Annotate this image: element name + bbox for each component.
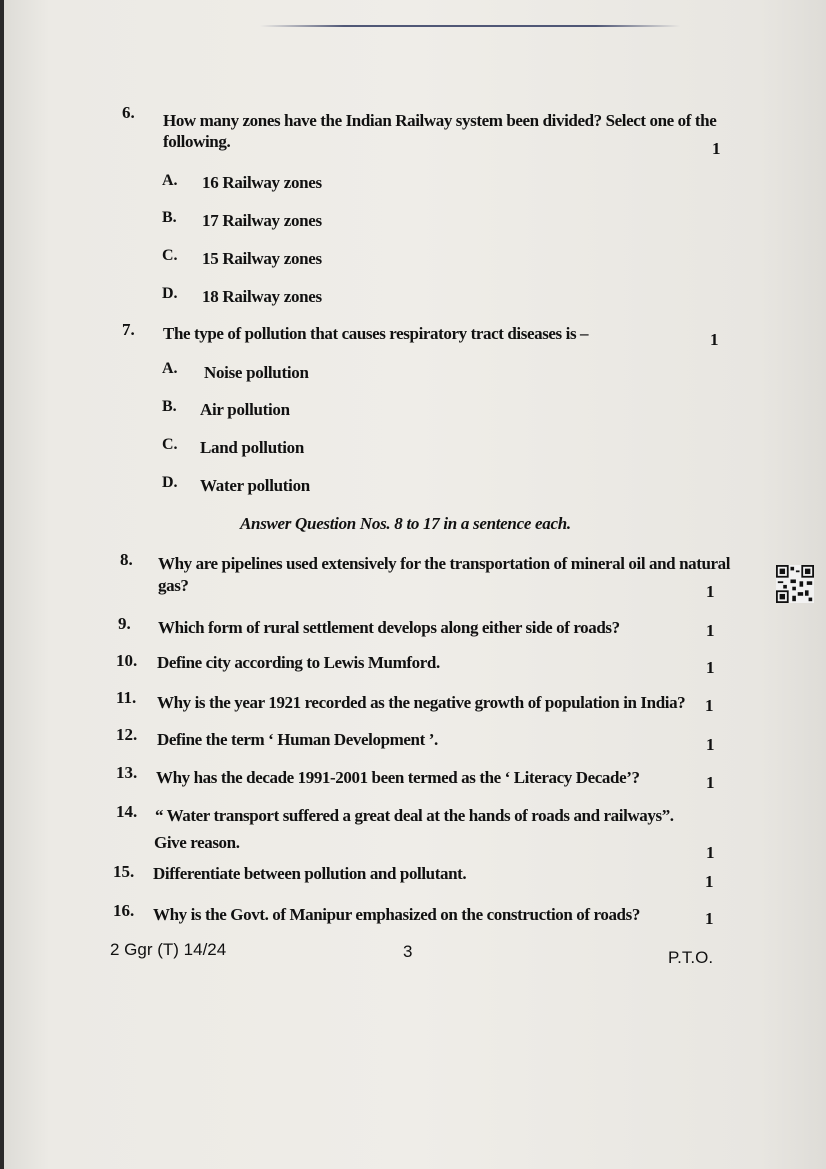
q9-number: 9. xyxy=(118,614,131,633)
paper-code: 2 Ggr (T) 14/24 xyxy=(110,940,227,959)
q7-mark: 1 xyxy=(710,330,719,349)
q16-number: 16. xyxy=(113,901,135,920)
qr-code-icon xyxy=(776,565,814,603)
q7-option-c-letter: C. xyxy=(162,436,178,453)
q6-option-c: 15 Railway zones xyxy=(202,249,322,268)
q12-mark: 1 xyxy=(706,735,715,754)
q10-mark: 1 xyxy=(706,658,715,677)
q11-text: Why is the year 1921 recorded as the negative growth of population in India? xyxy=(157,693,686,712)
q10-number: 10. xyxy=(116,651,138,670)
q15-text: Differentiate between pollution and pollutant. xyxy=(153,864,467,883)
q6-option-d-letter: D. xyxy=(162,285,178,302)
q7-option-c: Land pollution xyxy=(200,438,304,457)
section-instruction: Answer Question Nos. 8 to 17 in a sentence each. xyxy=(240,514,571,533)
q11-mark: 1 xyxy=(705,696,714,715)
q6-number: 6. xyxy=(122,103,135,122)
q6-text-cont: following. xyxy=(163,132,231,151)
q9-mark: 1 xyxy=(706,621,715,640)
q9-text: Which form of rural settlement develops along either side of roads? xyxy=(158,618,620,637)
q6-option-d: 18 Railway zones xyxy=(202,287,322,306)
q8-mark: 1 xyxy=(706,582,715,601)
q12-number: 12. xyxy=(116,725,138,744)
q7-option-b: Air pollution xyxy=(200,400,290,419)
q6-option-a-letter: A. xyxy=(162,172,178,189)
q14-text-cont: Give reason. xyxy=(154,833,240,852)
q8-text: Why are pipelines used extensively for the transportation of mineral oil and natural xyxy=(158,554,731,573)
q8-text-cont: gas? xyxy=(158,576,189,595)
q7-option-d: Water pollution xyxy=(200,476,310,495)
q7-option-a: Noise pollution xyxy=(204,363,309,382)
pto-label: P.T.O. xyxy=(668,948,714,967)
page-edge xyxy=(0,0,4,1169)
q6-option-c-letter: C. xyxy=(162,247,178,264)
q13-mark: 1 xyxy=(706,773,715,792)
q16-mark: 1 xyxy=(705,909,714,928)
q15-mark: 1 xyxy=(705,872,714,891)
q14-number: 14. xyxy=(116,802,138,821)
q12-text: Define the term ‘ Human Development ’. xyxy=(157,730,438,749)
q14-text: “ Water transport suffered a great deal at the hands of roads and railways”. xyxy=(155,806,674,825)
q6-mark: 1 xyxy=(712,139,721,158)
q6-option-b: 17 Railway zones xyxy=(202,211,322,230)
q11-number: 11. xyxy=(116,688,137,707)
q13-number: 13. xyxy=(116,763,138,782)
q10-text: Define city according to Lewis Mumford. xyxy=(157,653,440,672)
top-rule xyxy=(260,25,680,27)
q7-option-d-letter: D. xyxy=(162,474,178,491)
q13-text: Why has the decade 1991-2001 been termed as the ‘ Literacy Decade’? xyxy=(156,768,640,787)
page-number: 3 xyxy=(403,942,413,961)
q7-number: 7. xyxy=(122,320,135,339)
q15-number: 15. xyxy=(113,862,135,881)
q7-option-a-letter: A. xyxy=(162,360,178,377)
q7-option-b-letter: B. xyxy=(162,398,177,415)
q8-number: 8. xyxy=(120,550,133,569)
q14-mark: 1 xyxy=(706,843,715,862)
q6-text: How many zones have the Indian Railway system been divided? Select one of the xyxy=(163,111,717,130)
q6-option-a: 16 Railway zones xyxy=(202,173,322,192)
q16-text: Why is the Govt. of Manipur emphasized on the construction of roads? xyxy=(153,905,640,924)
q6-option-b-letter: B. xyxy=(162,209,177,226)
q7-text: The type of pollution that causes respiratory tract diseases is – xyxy=(163,324,589,343)
